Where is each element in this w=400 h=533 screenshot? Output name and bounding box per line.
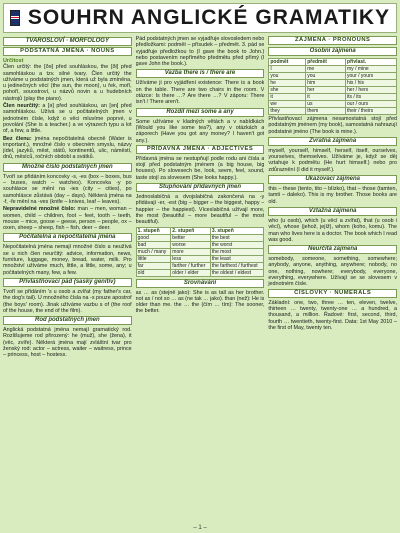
table-header-row	[269, 59, 397, 66]
table-header: 1. stupeň	[136, 227, 171, 234]
table-cell: me	[306, 66, 346, 73]
heading-irregular-plural: Nepravidelné množné číslo:	[3, 206, 76, 213]
column-left	[3, 36, 132, 522]
section-title-morphology: TVAROSLOVÍ · MORFOLOGY	[3, 37, 132, 46]
paragraph-irregular-plural	[3, 206, 132, 231]
paragraph-zero-article	[3, 136, 132, 161]
paragraph-indefinite-article	[3, 103, 132, 134]
column-right	[268, 36, 397, 522]
table-header: 2. stupeň	[171, 227, 211, 234]
text-irregular-plural: man – men, woman – women, child – children, foot – feet, tooth – teeth, mouse – mice, goose – geese, person – people, ox – oxen, sheep – sheep, fish – fish, deer – deer.	[3, 206, 132, 232]
heading-relative: Vztažná zájmena	[268, 207, 397, 216]
table-cell: it	[306, 94, 346, 101]
columns	[3, 36, 397, 522]
table-row	[136, 234, 264, 241]
heading-countable: Počitatelná a nepočitatelná jména	[3, 233, 132, 242]
heading-genitive: Přivlastňovací pád (saský genitiv)	[3, 278, 132, 287]
text-indefinite: somebody, someone, something, somewhere; anybody, anyone, anything, anywhere; nobody, no one, nothing, nowhere; everybody, everyone, everything, everywhere. Užívají se se slovesem v jednotném čísle.	[268, 256, 398, 288]
text-comparing: as … as (stejně jako): She is as tall as her brother. not as / not so … as (ne tak … jako). than (než): He is older than me. the … the (čím … tím): The sooner, the better.	[135, 289, 265, 315]
heading-plural: Množné číslo podstatných jmen	[3, 163, 132, 172]
table-cell: I	[269, 66, 306, 73]
text-zero-article: jména nepočitatelná obecně (Water is important.), množné číslo v obecném smyslu, názvy jídel, jazyků, měst, států, kontinentů, ulic, náměstí, dnů, měsíců, ročních období a svátků.	[3, 135, 132, 161]
table-row	[269, 87, 397, 94]
table-cell: he	[269, 80, 306, 87]
table-cell: little	[136, 255, 171, 262]
text-reflexive: myself, yourself, himself, herself, itself, ourselves, yourselves, themselves. Užíváme je, když se děj vztahuje k podmětu (He hurt himself.) nebo pro zdůraznění (I did it myself.).	[268, 147, 398, 173]
table-cell: him	[306, 80, 346, 87]
heading-personal-pronouns: Osobní zájmena	[268, 47, 397, 56]
heading-zero-article: Bez členu:	[3, 135, 32, 142]
page-title: SOUHRN ANGLICKÉ GRAMATIKY	[27, 6, 390, 29]
table-row	[136, 255, 264, 262]
table-cell: they	[269, 108, 306, 115]
table-cell: it	[269, 94, 306, 101]
table-cell: her / hers	[346, 87, 397, 94]
table-cell: you	[269, 73, 306, 80]
text-relative: who (u osob), which (u věcí a zvířat), that (u osob i věcí), whose (jehož, jejíž), whom (koho, komu). The man who lives here is a doctor. The book which I read was good.	[268, 217, 398, 243]
pronoun-table	[268, 58, 397, 115]
text-there-is: Užíváme ji pro vyjádření existence: There is a book on the table. There are two chairs in the room. V otázce: Is there …? Are there …? V záporu: There isn't / There aren't.	[135, 80, 265, 106]
heading-comparison: Stupňování přídavných jmen	[136, 183, 265, 192]
paragraph-definiteness	[3, 58, 132, 102]
text-gender: Anglická podstatná jména nemají gramatický rod. Rozlišujeme rod přirozený: he (muž), she (žena), it (věc, zvíře). Některá jména mají zvláštní tvar pro ženský rod: actor – actress, waiter – waitress, prince – princess, host – hostess.	[3, 327, 132, 359]
table-cell: older / elder	[171, 269, 211, 276]
table-cell: less	[171, 255, 211, 262]
text-definiteness: Člen určitý: the [ðə] před souhláskou, the [ði] před samohláskou a tzv. silné tvary. Člen určitý the užíváme u podstatných jmen, která už byla zmíněna, u jedinečných věcí (the sun, the moon), u řek, moří, pohoří, souostroví, u názvů novin a u hudebních nástrojů (play the piano).	[3, 64, 132, 102]
table-cell: the worst	[210, 241, 264, 248]
table-header: předmět	[306, 59, 346, 66]
text-countable: Nepočitatelná jména nemají množné číslo a neužívá se u nich člen neurčitý: advice, information, news, furniture, luggage, money, bread, water, milk. Pro množství užíváme much, little, a little, some, any; u počitatelných many, few, a few.	[3, 244, 132, 276]
table-row	[269, 66, 397, 73]
title-banner	[3, 3, 397, 33]
text-genitive: Tvoří se přidáním 's u osob a zvířat (my father's car, the dog's tail). U množného čísla na -s pouze apostrof (the boys' room). Jinak užíváme vazbu s of (the roof of the house, the end of the film).	[3, 288, 132, 314]
heading-gender: Rod podstatných jmen	[3, 316, 132, 325]
table-cell: far	[136, 262, 171, 269]
column-middle	[136, 36, 265, 522]
table-cell: the farthest / furthest	[210, 262, 264, 269]
table-cell: your / yours	[346, 73, 397, 80]
heading-indefinite: Neurčitá zájmena	[268, 245, 397, 254]
table-cell: them	[306, 108, 346, 115]
heading-comparing: Srovnávání	[136, 279, 265, 288]
section-pronouns: ZÁJMENA · PRONOUNS	[268, 36, 397, 45]
text-comparison: Jednoslabičná a dvojslabičná zakončená na -y přidávají -er, -est (big – bigger – the biggest, happy – happier – the happiest). Víceslabičná užívají more, the most (beautiful – more beautiful – the most beautiful).	[135, 194, 265, 226]
table-cell: the best	[210, 234, 264, 241]
table-row	[136, 269, 264, 276]
table-cell: the least	[210, 255, 264, 262]
heading-definiteness: Určitost	[3, 58, 24, 64]
table-cell: her	[306, 87, 346, 94]
text-demonstrative: this – these (tento, tito – blízko), that – those (tamten, tamti – daleko). This is my brother. Those books are old.	[268, 186, 398, 205]
page-number: – 1 –	[193, 525, 207, 531]
table-cell: farther / further	[171, 262, 211, 269]
table-header: 3. stupeň	[210, 227, 264, 234]
heading-some-any: Rozdíl mezi some a any	[136, 108, 265, 117]
table-row	[136, 248, 264, 255]
text-numerals: Základní: one, two, three … ten, eleven, twelve, thirteen … twenty, twenty-one … a hundred, a thousand, a million. Řadové: first, second, third, fourth … twentieth, twenty-first. Data: 1st May 2010 – the first of May, twenty ten.	[268, 299, 398, 331]
heading-reflexive: Zvratná zájmena	[268, 137, 397, 146]
section-adjectives: PŘÍDAVNÁ JMÉNA · ADJECTIVES	[136, 145, 265, 154]
table-cell: much / many	[136, 248, 171, 255]
table-row	[269, 73, 397, 80]
table-row	[136, 241, 264, 248]
table-row	[136, 262, 264, 269]
text-adjectives: Přídavná jména se nestupňují podle rodu ani čísla a stojí před podstatným jménem (a big house, big houses). Po slovesech be, look, seem, feel, sound, taste stojí za slovesem (She looks happy.).	[135, 155, 265, 181]
table-cell: we	[269, 101, 306, 108]
heading-demonstrative: Ukazovací zájmena	[268, 175, 397, 184]
table-header: přivlast.	[346, 59, 397, 66]
table-cell: his / his	[346, 80, 397, 87]
table-cell: the most	[210, 248, 264, 255]
table-cell: better	[171, 234, 211, 241]
text-possessive: Přivlastňovací zájmena nesamostatná stojí před podstatným jménem (my book), samostatná nahrazují podstatné jméno (The book is mine.).	[268, 116, 398, 135]
table-cell: us	[306, 101, 346, 108]
text-indefinite-article: a [ə] před souhláskou, an [ən] před samohláskou. Užívá se u počitatelných jmen v jednotném čísle, když o věci mluvíme poprvé, u povolání (She is a teacher.) a ve výrazech typu a lot of, a few, a little.	[3, 103, 132, 135]
table-row	[269, 80, 397, 87]
uk-flag-icon	[10, 10, 20, 26]
table-cell: you	[306, 73, 346, 80]
section-sub-nouns: PODSTATNÁ JMÉNA · NOUNS	[3, 47, 132, 56]
text-some-any: Some užíváme v kladných větách a v nabídkách (Would you like some tea?), any v otázkách a záporech (Have you got any money? I haven't got any.).	[135, 118, 265, 144]
table-header-row	[136, 227, 264, 234]
table-cell: worse	[171, 241, 211, 248]
table-cell: its / its	[346, 94, 397, 101]
heading-indefinite-article: Člen neurčitý:	[3, 103, 40, 110]
table-row	[269, 108, 397, 115]
table-cell: bad	[136, 241, 171, 248]
text-plural: Tvoří se přidáním koncovky -s, -es (box – boxes, bus – buses, watch – watches). Koncovka -y po souhlásce se mění na -ies (city – cities), po samohlásce zůstává (day – days). Některá jména na -f, -fe mění na -ves (knife – knives, leaf – leaves).	[3, 173, 132, 205]
table-cell: good	[136, 234, 171, 241]
table-cell: she	[269, 87, 306, 94]
table-cell: their / theirs	[346, 108, 397, 115]
table-cell: our / ours	[346, 101, 397, 108]
comparison-table	[136, 227, 265, 277]
section-numerals: ČÍSLOVKY · NUMERALS	[268, 289, 397, 298]
heading-there-is: Vazba there is / there are	[136, 69, 265, 78]
table-cell: more	[171, 248, 211, 255]
table-header: podmět	[269, 59, 306, 66]
table-cell: the oldest / eldest	[210, 269, 264, 276]
table-row	[269, 94, 397, 101]
table-cell: my / mine	[346, 66, 397, 73]
table-row	[269, 101, 397, 108]
text-noun-case: Pád podstatných jmen se vyjadřuje slovosledem nebo předložkami: podmět – přísudek – předmět. 3. pád se vyjadřuje předložkou to (I gave the book to John.) nebo postavením nepřímého předmětu před přímý (I gave John the book.).	[135, 36, 265, 68]
table-cell: old	[136, 269, 171, 276]
